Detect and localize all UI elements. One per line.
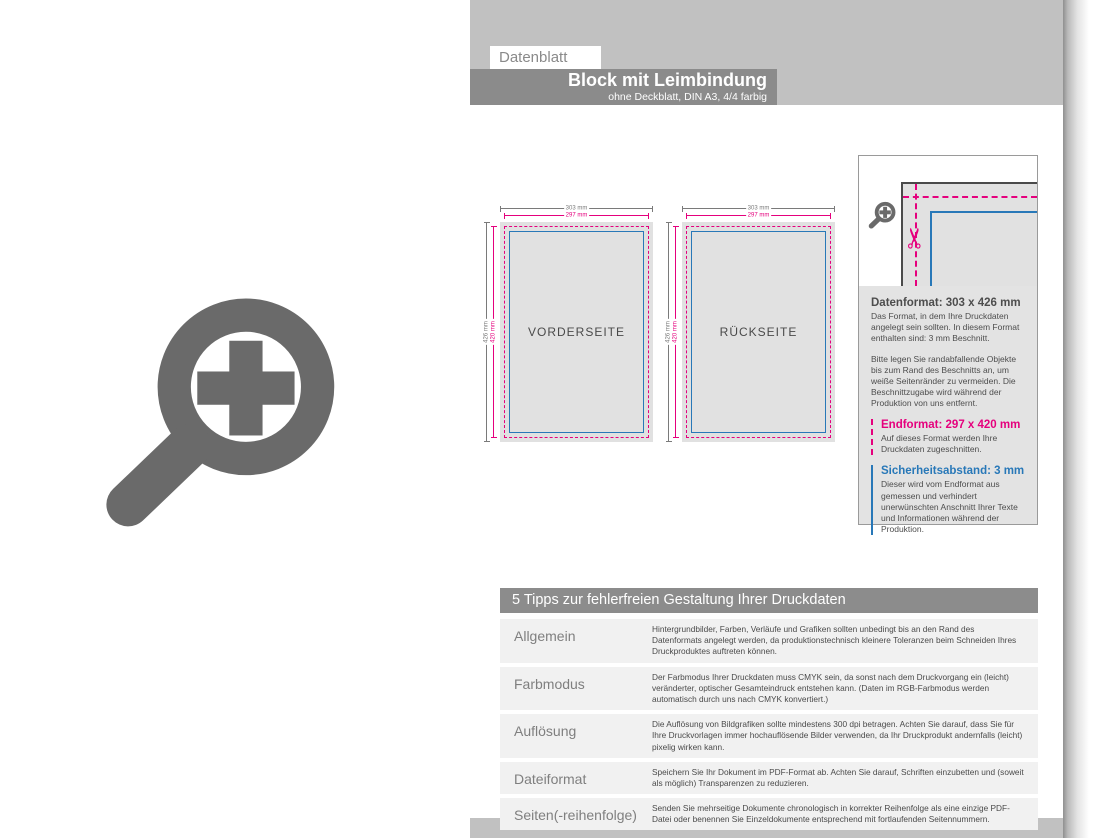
product-title: Block mit Leimbindung [567,70,767,90]
back-page-sheet [682,222,835,442]
datenformat-title: Datenformat: 303 x 426 mm [871,297,1021,309]
safety-margin-line [930,211,1037,286]
dimension-height-datenformat: 426 mm [668,222,669,442]
cut-line [903,196,1037,198]
dimension-width-endformat: 297 mm [504,215,649,216]
tip-label: Auflösung [514,723,577,740]
page-edge-shadow [1063,0,1089,838]
product-banner [470,69,777,105]
table-row [500,762,1038,794]
tip-label: Farbmodus [514,675,585,692]
table-row [500,714,1038,758]
sicherheitsabstand-paragraph: Dieser wird vom Endformat aus gemessen und verhindert unerwünschten Anschnitt Ihrer Texte und Informationen während der Produktion. [881,479,1018,534]
magnifier-plus-icon [868,200,898,231]
dimension-height-datenformat: 426 mm [486,222,487,442]
dimension-height-endformat: 420 mm [493,226,494,438]
back-page-label: RÜCKSEITE [719,325,798,339]
back-page-diagram [666,206,835,446]
datenblatt-tab: Datenblatt [490,46,601,69]
endformat-title: Endformat: 297 x 420 mm [881,419,1021,432]
tip-label: Allgemein [514,628,576,644]
format-info-panel [858,155,1038,534]
table-row [500,619,1038,663]
dimension-width-endformat: 297 mm [686,215,831,216]
tips-table-title: 5 Tipps zur fehlerfreien Gestaltung Ihrer Druckdaten [500,588,1038,613]
dimension-width-datenformat: 303 mm [682,208,835,209]
format-descriptions [859,286,1037,534]
corner-detail-illustration [859,156,1037,286]
sicherheitsabstand-title: Sicherheitsabstand: 3 mm [881,465,1025,478]
tip-label: Dateiformat [514,770,587,787]
tip-text: Speichern Sie Ihr Dokument im PDF-Format ab. Achten Sie darauf, Schriften einzubetten und (soweit als möglich) Transparenzen zu reduzieren. [652,766,1024,788]
tip-text: Hintergrundbilder, Farben, Verläufe und Grafiken sollten unbedingt bis an den Rand des Datenformats angelegt werden, da produktionstechnisch kleinere Toleranzen beim Schneiden Ihres Druckproduktes auftreten können. [652,624,1017,657]
tip-text: Die Auflösung von Bildgrafiken sollte mindestens 300 dpi betragen. Achten Sie darauf, dass Sie für Ihre Druckvorlagen immer hochauflösende Bilder verwenden, da Ihr Druckprodukt andernfalls (leicht) pixelig wirken kann. [652,719,1023,752]
endformat-paragraph: Auf dieses Format werden Ihre Druckdaten zugeschnitten. [881,433,998,455]
zoom-plus-icon[interactable] [100,282,356,548]
scissors-icon: ✂ [898,226,932,250]
tip-text: Der Farbmodus Ihrer Druckdaten muss CMYK sein, da sonst nach dem Druckvorgang ein (leicht) veränderter, optischer Gesamteindruck entstehen kann. (Daten im RGB-Farbmodus werden automatisch durch uns nach CMYK konvertiert.) [652,671,1009,704]
table-row [500,667,1038,711]
dimension-width-datenformat: 303 mm [500,208,653,209]
tip-text: Senden Sie mehrseitige Dokumente chronologisch in korrekter Reihenfolge als eine einzige PDF-Datei oder benennen Sie Einzeldokumente entsprechend mit fortlaufenden Seitennummern. [652,803,1010,825]
tip-label: Seiten(-reihenfolge) [514,807,637,824]
datenformat-paragraph-2: Bitte legen Sie randabfallende Objekte bis zum Rand des Beschnitts an, um weiße Seitenränder zu vermeiden. Die Beschnittzugabe wird während der Produktion von uns entfernt. [871,354,1017,409]
endformat-block [871,419,1025,455]
sicherheitsabstand-block [871,465,1025,534]
zoomed-page-corner [898,182,1037,286]
table-row [500,798,1038,830]
front-page-diagram [484,206,653,446]
tips-table [500,588,1038,834]
front-page-label: VORDERSEITE [527,325,625,339]
product-subtitle: ohne Deckblatt, DIN A3, 4/4 farbig [608,91,767,103]
datenformat-paragraph-1: Das Format, in dem Ihre Druckdaten angelegt sein sollten. In diesem Format enthalten sind: 3 mm Beschnitt. [871,311,1020,344]
dimension-height-endformat: 420 mm [675,226,676,438]
front-page-sheet [500,222,653,442]
